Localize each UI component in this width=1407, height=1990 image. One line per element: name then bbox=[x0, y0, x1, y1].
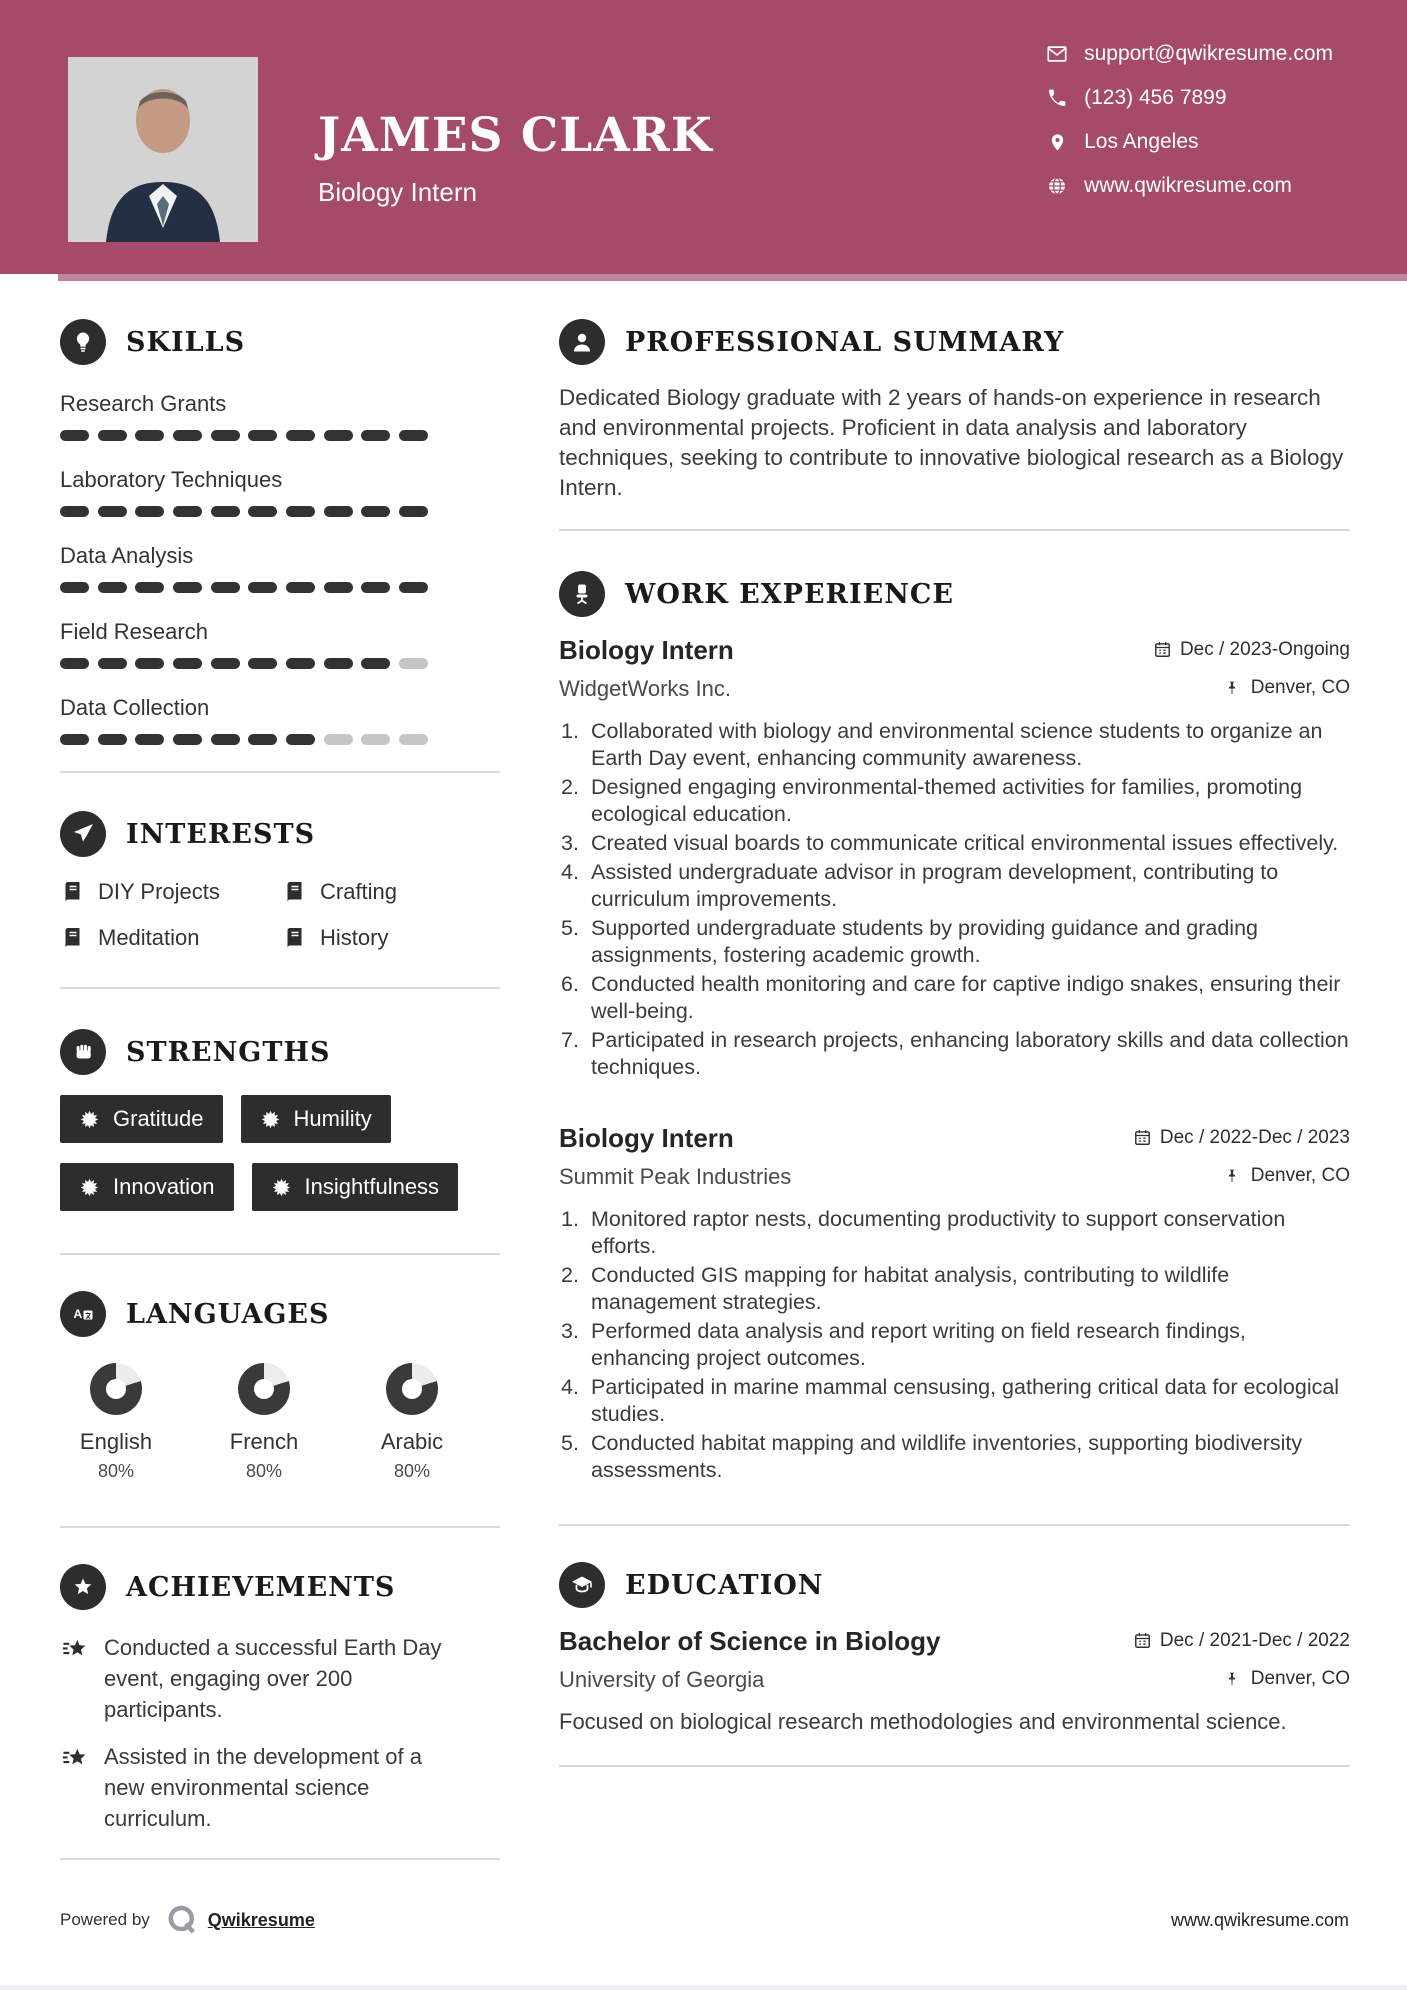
strength-tag bbox=[252, 1163, 459, 1211]
job-bullet: Collaborated with biology and environmental science students to organize an Earth Day event, enhancing community awareness. bbox=[591, 719, 1323, 770]
job-company: Summit Peak Industries bbox=[559, 1164, 792, 1189]
page-bottom-strip bbox=[0, 1985, 1407, 1990]
skill-dash bbox=[98, 734, 127, 745]
degree-title: Bachelor of Science in Biology bbox=[559, 1626, 941, 1656]
contact-website[interactable] bbox=[1046, 174, 1333, 198]
experience-section-heading bbox=[559, 571, 1350, 617]
language-item bbox=[60, 1363, 172, 1482]
skill-dash bbox=[324, 658, 353, 669]
skill-dash bbox=[60, 734, 89, 745]
skill-dash bbox=[248, 658, 277, 669]
pushpin-icon bbox=[1224, 679, 1243, 698]
language-percent: 80% bbox=[245, 1461, 283, 1481]
skill-dash bbox=[361, 658, 390, 669]
summary-title: PROFESSIONAL SUMMARY bbox=[625, 326, 1065, 358]
qwikresume-logo-icon bbox=[164, 1902, 200, 1938]
book-icon bbox=[60, 880, 84, 904]
skill-dash bbox=[98, 658, 127, 669]
skill-bar bbox=[60, 582, 428, 593]
calendar-icon bbox=[1133, 1128, 1152, 1147]
education-note: Focused on biological research methodologies and environmental science. bbox=[559, 1709, 1287, 1734]
graduation-cap-icon bbox=[559, 1562, 605, 1608]
languages-section-heading bbox=[60, 1291, 500, 1337]
job-bullet: Designed engaging environmental-themed activities for families, promoting ecological education. bbox=[591, 775, 1303, 826]
education-entry bbox=[559, 1626, 1350, 1735]
skill-dash bbox=[324, 734, 353, 745]
job-dates-text: Dec / 2022-Dec / 2023 bbox=[1159, 1126, 1350, 1148]
divider bbox=[559, 1765, 1350, 1767]
strength-label: Humility bbox=[293, 1106, 372, 1131]
skill-bar bbox=[60, 658, 428, 669]
strength-label: Insightfulness bbox=[304, 1174, 440, 1199]
pushpin-icon bbox=[1224, 1167, 1243, 1186]
translate-icon bbox=[60, 1291, 106, 1337]
globe-icon bbox=[1046, 175, 1068, 197]
skills-title: SKILLS bbox=[126, 326, 246, 358]
interests-title: INTERESTS bbox=[126, 818, 316, 850]
divider bbox=[60, 771, 500, 773]
job-dates bbox=[1133, 1127, 1350, 1149]
skill-dash bbox=[399, 430, 428, 441]
skill-dash bbox=[173, 734, 202, 745]
job-bullet: Monitored raptor nests, documenting productivity to support conservation efforts. bbox=[591, 1207, 1286, 1258]
paper-plane-icon bbox=[60, 811, 106, 857]
summary-text: Dedicated Biology graduate with 2 years of hands-on experience in research and environmental projects. Proficient in data analysis and laboratory techniques, seeking to contribute to innovative biological research as a Biology Intern. bbox=[559, 385, 1344, 500]
language-name: Arabic bbox=[380, 1429, 444, 1454]
starburst-icon bbox=[260, 1109, 281, 1130]
achievement-item bbox=[60, 1632, 500, 1725]
starburst-icon bbox=[79, 1177, 100, 1198]
skill-item bbox=[60, 467, 500, 517]
skill-dash bbox=[173, 506, 202, 517]
skill-dash bbox=[286, 430, 315, 441]
achievements-title: ACHIEVEMENTS bbox=[126, 1571, 396, 1603]
strengths-row-2 bbox=[60, 1163, 500, 1211]
skill-dash bbox=[211, 734, 240, 745]
divider bbox=[60, 1253, 500, 1255]
skill-bar bbox=[60, 506, 428, 517]
email-icon bbox=[1046, 43, 1068, 65]
skill-label: Research Grants bbox=[60, 391, 227, 416]
skill-dash bbox=[60, 430, 89, 441]
job-dates bbox=[1153, 639, 1350, 661]
interest-label: Meditation bbox=[98, 925, 200, 950]
skill-dash bbox=[286, 582, 315, 593]
candidate-name: JAMES CLARK bbox=[318, 108, 713, 163]
interest-item bbox=[60, 925, 282, 951]
school-name: University of Georgia bbox=[559, 1667, 765, 1692]
skill-item bbox=[60, 391, 500, 441]
skill-label: Data Analysis bbox=[60, 543, 194, 568]
strength-tag bbox=[241, 1095, 391, 1143]
contact-phone-text: (123) 456 7899 bbox=[1084, 86, 1227, 109]
sidebar bbox=[60, 319, 500, 1860]
contact-location[interactable] bbox=[1046, 130, 1333, 154]
education-dates-text: Dec / 2021-Dec / 2022 bbox=[1159, 1629, 1350, 1651]
achievement-item bbox=[60, 1741, 500, 1834]
profile-photo bbox=[68, 57, 258, 242]
skill-label: Field Research bbox=[60, 619, 208, 644]
job-title: Biology Intern bbox=[559, 1123, 734, 1153]
contact-email-text: support@qwikresume.com bbox=[1084, 42, 1333, 65]
skill-dash bbox=[98, 506, 127, 517]
job-bullet-list bbox=[559, 1206, 1350, 1484]
job-entry-2 bbox=[559, 1123, 1350, 1484]
header-banner bbox=[0, 0, 1407, 274]
header-accent-strip bbox=[58, 274, 1407, 281]
skill-label: Laboratory Techniques bbox=[60, 467, 283, 492]
star-medal-icon bbox=[60, 1564, 106, 1610]
skill-bar bbox=[60, 430, 428, 441]
job-location bbox=[1153, 677, 1350, 699]
contact-phone[interactable] bbox=[1046, 86, 1333, 110]
footer-website-link[interactable]: www.qwikresume.com bbox=[1170, 1910, 1349, 1930]
interest-item bbox=[60, 879, 282, 905]
language-item bbox=[208, 1363, 320, 1482]
language-percent: 80% bbox=[97, 1461, 135, 1481]
achievement-text: Conducted a successful Earth Day event, engaging over 200 participants. bbox=[104, 1635, 442, 1722]
skill-dash bbox=[173, 658, 202, 669]
contact-website-text: www.qwikresume.com bbox=[1084, 174, 1292, 197]
calendar-icon bbox=[1133, 1631, 1152, 1650]
job-title: Biology Intern bbox=[559, 635, 734, 665]
skill-dash bbox=[211, 582, 240, 593]
language-donut bbox=[238, 1363, 290, 1415]
skills-list bbox=[60, 391, 500, 745]
calendar-icon bbox=[1153, 640, 1172, 659]
skill-bar bbox=[60, 734, 428, 745]
skill-dash bbox=[173, 430, 202, 441]
skill-dash bbox=[60, 582, 89, 593]
starburst-icon bbox=[271, 1177, 292, 1198]
skill-dash bbox=[361, 582, 390, 593]
job-bullet: Created visual boards to communicate critical environmental issues effectively. bbox=[591, 831, 1339, 855]
job-location-text: Denver, CO bbox=[1250, 1165, 1350, 1186]
shooting-star-icon bbox=[60, 1634, 90, 1664]
job-bullet: Assisted undergraduate advisor in program development, contributing to curriculum improvements. bbox=[591, 860, 1279, 911]
job-bullet: Conducted health monitoring and care for captive indigo snakes, ensuring their well-being. bbox=[591, 972, 1341, 1023]
education-section-heading bbox=[559, 1562, 1350, 1608]
strength-label: Innovation bbox=[113, 1174, 215, 1199]
skill-dash bbox=[324, 582, 353, 593]
divider bbox=[60, 1526, 500, 1528]
strengths-section-heading bbox=[60, 1029, 500, 1075]
book-icon bbox=[282, 926, 306, 950]
job-location bbox=[1133, 1165, 1350, 1187]
qwikresume-link[interactable]: Qwikresume bbox=[207, 1909, 315, 1930]
job-bullet: Performed data analysis and report writing on field research findings, enhancing project outcomes. bbox=[591, 1319, 1246, 1370]
skill-item bbox=[60, 695, 500, 745]
job-entry-1 bbox=[559, 635, 1350, 1081]
divider bbox=[559, 1524, 1350, 1526]
experience-title: WORK EXPERIENCE bbox=[625, 578, 954, 610]
profile-photo-placeholder bbox=[68, 57, 258, 242]
education-dates bbox=[1133, 1630, 1350, 1652]
achievements-section-heading bbox=[60, 1564, 500, 1610]
skill-item bbox=[60, 543, 500, 593]
skill-dash bbox=[248, 582, 277, 593]
achievements-list bbox=[60, 1632, 500, 1834]
skill-dash bbox=[361, 734, 390, 745]
interest-item bbox=[282, 879, 500, 905]
skill-dash bbox=[135, 734, 164, 745]
education-title: EDUCATION bbox=[625, 1569, 824, 1601]
skill-dash bbox=[399, 506, 428, 517]
interest-label: Crafting bbox=[320, 879, 398, 904]
interest-label: DIY Projects bbox=[98, 879, 220, 904]
svg-text:A: A bbox=[73, 1307, 83, 1321]
skill-dash bbox=[399, 658, 428, 669]
languages-list bbox=[60, 1363, 500, 1482]
interest-label: History bbox=[320, 925, 389, 950]
job-bullet: Participated in research projects, enhancing laboratory skills and data collection techniques. bbox=[591, 1028, 1349, 1079]
main-content bbox=[559, 319, 1350, 1860]
job-bullet: Participated in marine mammal censusing, gathering critical data for ecological studies. bbox=[591, 1375, 1340, 1426]
skill-dash bbox=[324, 506, 353, 517]
skill-dash bbox=[248, 430, 277, 441]
job-bullet: Conducted GIS mapping for habitat analysis, contributing to wildlife management strategies. bbox=[591, 1263, 1230, 1314]
strength-tag bbox=[60, 1163, 234, 1211]
pushpin-icon bbox=[1224, 1670, 1243, 1689]
skill-dash bbox=[361, 430, 390, 441]
skill-dash bbox=[248, 506, 277, 517]
divider bbox=[559, 529, 1350, 531]
job-dates-text: Dec / 2023-Ongoing bbox=[1179, 638, 1350, 660]
shooting-star-icon bbox=[60, 1743, 90, 1773]
skill-dash bbox=[248, 734, 277, 745]
book-icon bbox=[282, 880, 306, 904]
contact-list bbox=[1046, 42, 1333, 218]
job-company: WidgetWorks Inc. bbox=[559, 676, 731, 701]
fist-icon bbox=[60, 1029, 106, 1075]
skill-dash bbox=[286, 506, 315, 517]
education-location-text: Denver, CO bbox=[1250, 1668, 1350, 1689]
strengths-row-1 bbox=[60, 1095, 500, 1143]
language-item bbox=[356, 1363, 468, 1482]
skill-dash bbox=[286, 734, 315, 745]
powered-by-label: Powered by bbox=[60, 1910, 150, 1929]
skill-dash bbox=[135, 430, 164, 441]
divider bbox=[60, 987, 500, 989]
skill-dash bbox=[211, 506, 240, 517]
skill-item bbox=[60, 619, 500, 669]
person-icon bbox=[559, 319, 605, 365]
skill-dash bbox=[173, 582, 202, 593]
skill-label: Data Collection bbox=[60, 695, 210, 720]
candidate-title: Biology Intern bbox=[318, 177, 477, 207]
skill-dash bbox=[286, 658, 315, 669]
strengths-title: STRENGTHS bbox=[126, 1036, 331, 1068]
phone-icon bbox=[1046, 87, 1068, 109]
skill-dash bbox=[60, 658, 89, 669]
skill-dash bbox=[361, 506, 390, 517]
book-icon bbox=[60, 926, 84, 950]
divider bbox=[60, 1858, 500, 1860]
skill-dash bbox=[324, 430, 353, 441]
skill-dash bbox=[135, 506, 164, 517]
skill-dash bbox=[98, 430, 127, 441]
language-percent: 80% bbox=[393, 1461, 431, 1481]
location-pin-icon bbox=[1046, 131, 1068, 153]
lightbulb-icon bbox=[60, 319, 106, 365]
skill-dash bbox=[211, 658, 240, 669]
language-name: English bbox=[79, 1429, 153, 1454]
footer-branding bbox=[60, 1902, 315, 1938]
strength-tag bbox=[60, 1095, 223, 1143]
contact-location-text: Los Angeles bbox=[1084, 130, 1199, 153]
education-location bbox=[1133, 1668, 1350, 1690]
job-bullet-list bbox=[559, 718, 1350, 1081]
interest-item bbox=[282, 925, 500, 951]
job-location-text: Denver, CO bbox=[1250, 677, 1350, 698]
skill-dash bbox=[98, 582, 127, 593]
starburst-icon bbox=[79, 1109, 100, 1130]
interests-list bbox=[60, 879, 500, 951]
interests-section-heading bbox=[60, 811, 500, 857]
skill-dash bbox=[399, 734, 428, 745]
languages-title: LANGUAGES bbox=[126, 1298, 330, 1330]
office-chair-icon bbox=[559, 571, 605, 617]
skill-dash bbox=[211, 430, 240, 441]
language-donut bbox=[386, 1363, 438, 1415]
language-donut bbox=[90, 1363, 142, 1415]
skill-dash bbox=[135, 582, 164, 593]
skill-dash bbox=[399, 582, 428, 593]
job-bullet: Supported undergraduate students by providing guidance and grading assignments, fostering academic growth. bbox=[591, 916, 1258, 967]
job-bullet: Conducted habitat mapping and wildlife inventories, supporting biodiversity assessments. bbox=[591, 1431, 1303, 1482]
skill-dash bbox=[135, 658, 164, 669]
language-name: French bbox=[229, 1429, 299, 1454]
achievement-text: Assisted in the development of a new environmental science curriculum. bbox=[104, 1744, 422, 1831]
skill-dash bbox=[60, 506, 89, 517]
skills-section-heading bbox=[60, 319, 500, 365]
contact-email[interactable] bbox=[1046, 42, 1333, 66]
strength-label: Gratitude bbox=[113, 1106, 204, 1131]
summary-section-heading bbox=[559, 319, 1350, 365]
